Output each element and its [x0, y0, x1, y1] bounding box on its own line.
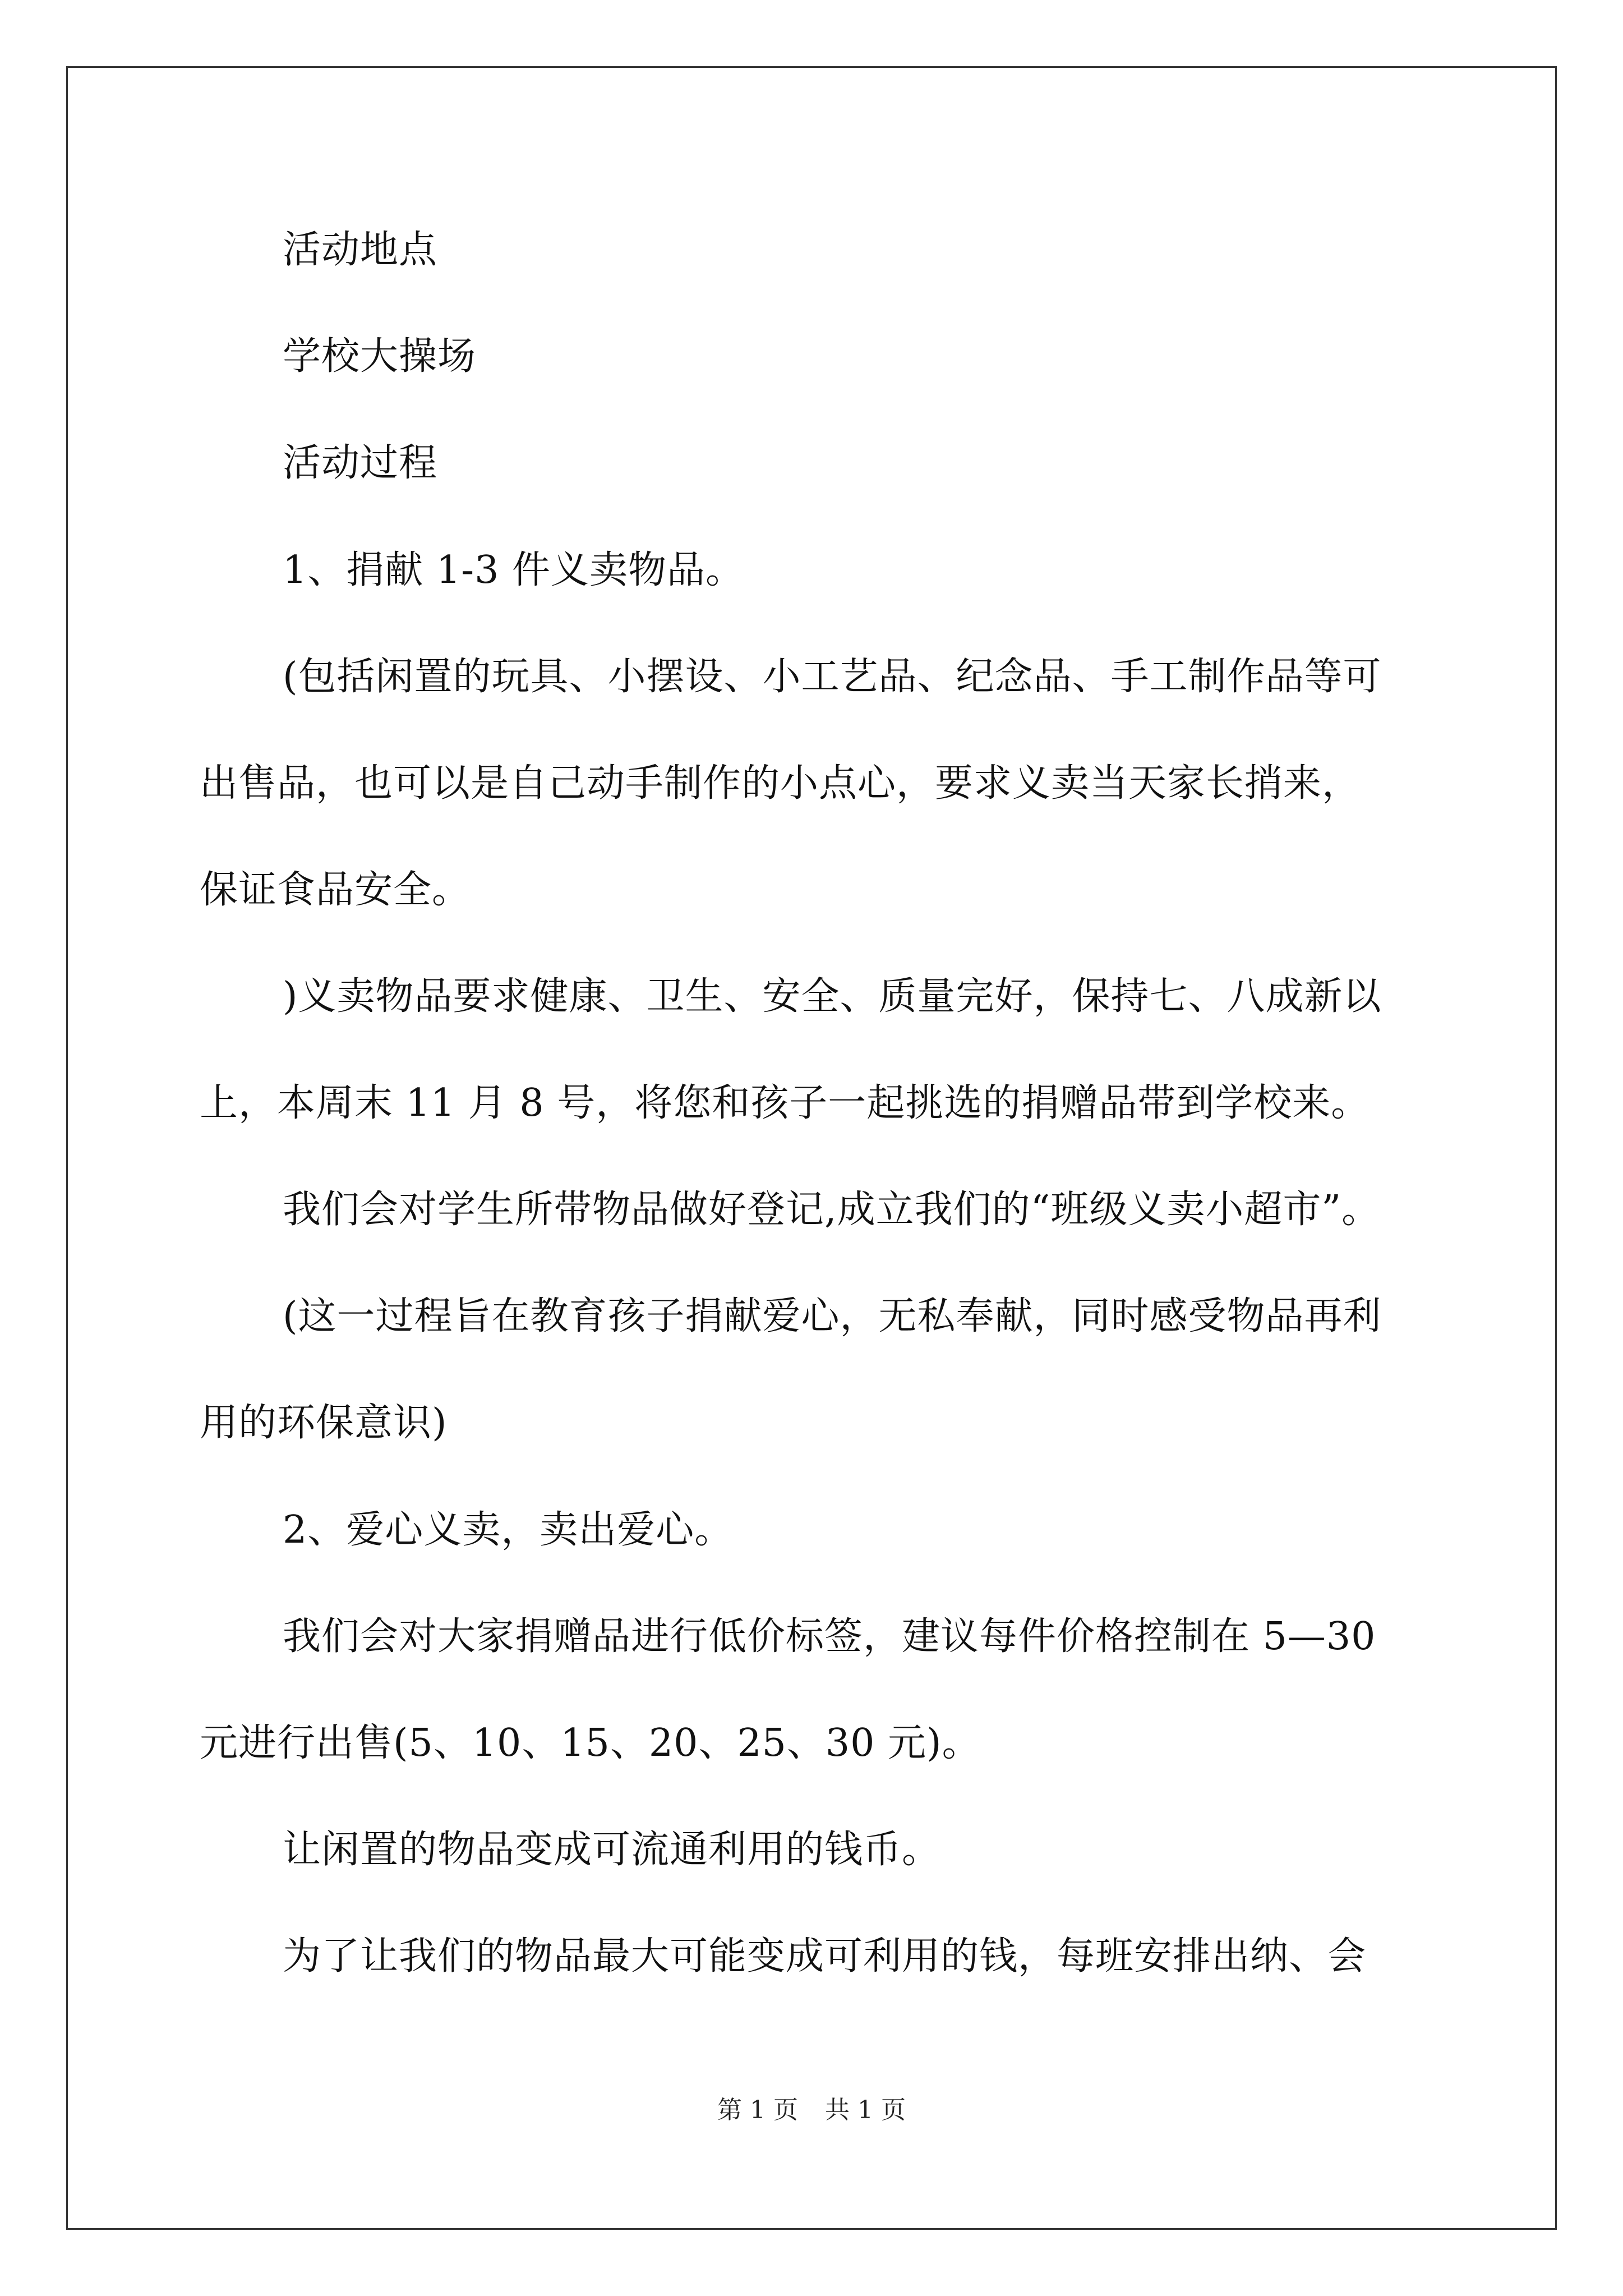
text-line: 元进行出售(5、10、15、20、25、30 元)。	[200, 1721, 981, 1765]
text-line: 2、爱心义卖，卖出爱心。	[283, 1508, 734, 1552]
page-number-current: 第 1 页	[717, 2096, 798, 2124]
text-line: 我们会对大家捐赠品进行低价标签，建议每件价格控制在 5—30	[283, 1614, 1376, 1659]
text-line: 上，本周末 11 月 8 号，将您和孩子一起挑选的捐赠品带到学校来。	[200, 1081, 1370, 1125]
text-line: (包括闲置的玩具、小摆设、小工艺品、纪念品、手工制作品等可	[283, 655, 1382, 699]
text-line: 为了让我们的物品最大可能变成可利用的钱，每班安排出纳、会	[283, 1934, 1367, 1978]
text-line: 用的环保意识)	[200, 1401, 448, 1445]
text-line: 活动过程	[283, 441, 438, 485]
text-line: 1、捐献 1-3 件义卖物品。	[283, 548, 744, 592]
text-line: 出售品，也可以是自己动手制作的小点心，要求义卖当天家长捎来，	[200, 761, 1361, 806]
text-line: 保证食品安全。	[200, 868, 471, 912]
page-number-total: 共 1 页	[825, 2096, 906, 2124]
text-line: )义卖物品要求健康、卫生、安全、质量完好，保持七、八成新以	[283, 974, 1382, 1019]
text-line: 学校大操场	[283, 334, 477, 379]
page-border	[66, 66, 1557, 2230]
page-footer	[0, 2098, 1623, 2123]
text-line: (这一过程旨在教育孩子捐献爱心，无私奉献，同时感受物品再利	[283, 1294, 1382, 1338]
text-line: 让闲置的物品变成可流通利用的钱币。	[283, 1828, 941, 1872]
text-line: 我们会对学生所带物品做好登记,成立我们的“班级义卖小超市”。	[283, 1188, 1381, 1232]
text-line: 活动地点	[283, 228, 438, 272]
